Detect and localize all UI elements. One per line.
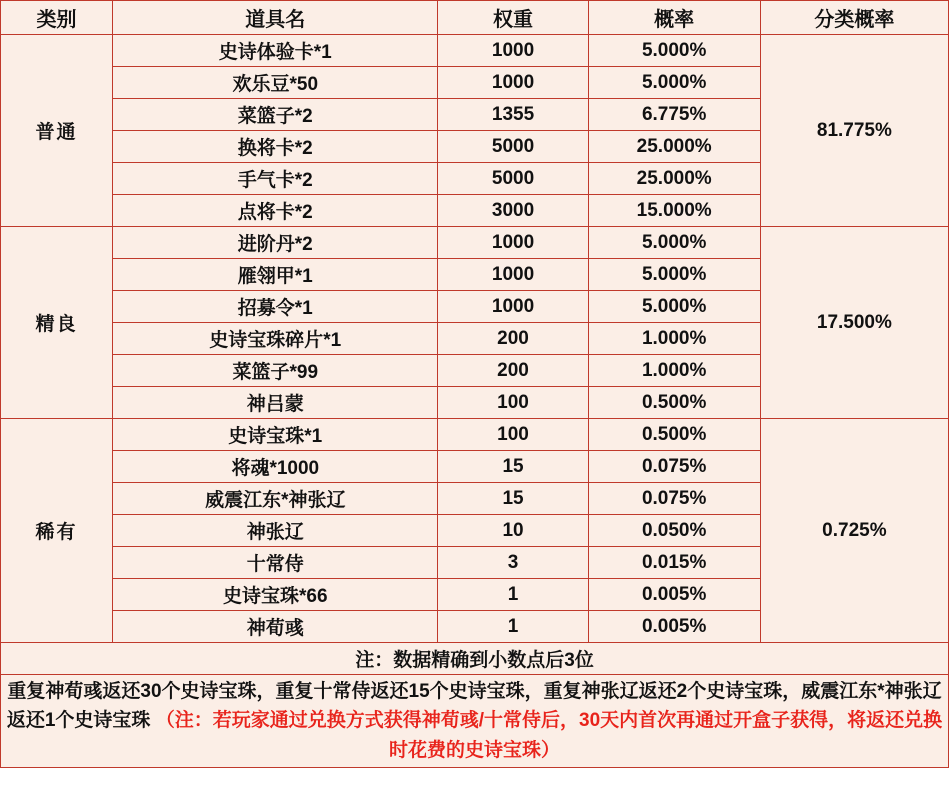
probability-cell: 5.000%: [588, 259, 760, 291]
probability-cell: 5.000%: [588, 227, 760, 259]
probability-cell: 0.500%: [588, 387, 760, 419]
probability-cell: 5.000%: [588, 291, 760, 323]
table-row: [1, 419, 949, 451]
header-item-name: 道具名: [113, 1, 438, 35]
weight-cell: 1000: [438, 35, 588, 67]
item-name-cell: 点将卡*2: [113, 195, 438, 227]
weight-cell: 100: [438, 419, 588, 451]
probability-cell: 6.775%: [588, 99, 760, 131]
weight-cell: 200: [438, 355, 588, 387]
item-name-cell: 十常侍: [113, 547, 438, 579]
category-cell-fine: 精良: [1, 227, 113, 419]
weight-cell: 3000: [438, 195, 588, 227]
category-cell-common: 普通: [1, 35, 113, 227]
item-name-cell: 威震江东*神张辽: [113, 483, 438, 515]
return-note-row: [1, 675, 949, 768]
weight-cell: 1000: [438, 291, 588, 323]
probability-cell: 0.005%: [588, 611, 760, 643]
item-name-cell: 招募令*1: [113, 291, 438, 323]
return-note: [1, 675, 949, 768]
weight-cell: 5000: [438, 163, 588, 195]
probability-cell: 5.000%: [588, 67, 760, 99]
weight-cell: 3: [438, 547, 588, 579]
item-name-cell: 史诗宝珠碎片*1: [113, 323, 438, 355]
probability-cell: 25.000%: [588, 131, 760, 163]
weight-cell: 1000: [438, 259, 588, 291]
header-category-probability: 分类概率: [760, 1, 948, 35]
weight-cell: 10: [438, 515, 588, 547]
item-name-cell: 换将卡*2: [113, 131, 438, 163]
weight-cell: 15: [438, 451, 588, 483]
header-weight: 权重: [438, 1, 588, 35]
probability-cell: 1.000%: [588, 323, 760, 355]
item-name-cell: 菜篮子*99: [113, 355, 438, 387]
probability-cell: 0.500%: [588, 419, 760, 451]
category-probability-cell-rare: 0.725%: [760, 419, 948, 643]
item-name-cell: 神荀彧: [113, 611, 438, 643]
item-name-cell: 手气卡*2: [113, 163, 438, 195]
category-probability-cell-common: 81.775%: [760, 35, 948, 227]
probability-cell: 0.050%: [588, 515, 760, 547]
weight-cell: 1355: [438, 99, 588, 131]
probability-cell: 0.005%: [588, 579, 760, 611]
header-category: 类别: [1, 1, 113, 35]
item-name-cell: 史诗宝珠*66: [113, 579, 438, 611]
item-name-cell: 史诗宝珠*1: [113, 419, 438, 451]
weight-cell: 5000: [438, 131, 588, 163]
precision-note: 注：数据精确到小数点后3位: [1, 643, 949, 675]
table-body: [1, 35, 949, 768]
probability-cell: 25.000%: [588, 163, 760, 195]
item-name-cell: 欢乐豆*50: [113, 67, 438, 99]
return-note-red: （注：若玩家通过兑换方式获得神荀彧/十常侍后，30天内首次再通过开盒子获得，将返还兑换时花费的史诗宝珠）: [155, 710, 943, 761]
probability-cell: 0.075%: [588, 483, 760, 515]
item-name-cell: 神张辽: [113, 515, 438, 547]
weight-cell: 1: [438, 611, 588, 643]
table-row: [1, 35, 949, 67]
item-name-cell: 进阶丹*2: [113, 227, 438, 259]
item-name-cell: 菜篮子*2: [113, 99, 438, 131]
table-row: [1, 227, 949, 259]
category-cell-rare: 稀有: [1, 419, 113, 643]
probability-cell: 0.015%: [588, 547, 760, 579]
category-probability-cell-fine: 17.500%: [760, 227, 948, 419]
probability-cell: 0.075%: [588, 451, 760, 483]
precision-note-row: [1, 643, 949, 675]
weight-cell: 200: [438, 323, 588, 355]
item-name-cell: 将魂*1000: [113, 451, 438, 483]
item-name-cell: 史诗体验卡*1: [113, 35, 438, 67]
item-name-cell: 雁翎甲*1: [113, 259, 438, 291]
header-probability: 概率: [588, 1, 760, 35]
weight-cell: 1000: [438, 227, 588, 259]
probability-cell: 15.000%: [588, 195, 760, 227]
weight-cell: 15: [438, 483, 588, 515]
return-note-black: 重复神荀彧返还30个史诗宝珠，重复十常侍返还15个史诗宝珠，重复神张辽返还2个史诗宝珠，威震江东*神张辽返还1个史诗宝珠: [6, 681, 942, 732]
probability-cell: 1.000%: [588, 355, 760, 387]
table-header: [1, 1, 949, 35]
item-name-cell: 神吕蒙: [113, 387, 438, 419]
weight-cell: 1: [438, 579, 588, 611]
probability-cell: 5.000%: [588, 35, 760, 67]
weight-cell: 100: [438, 387, 588, 419]
weight-cell: 1000: [438, 67, 588, 99]
table-header-row: [1, 1, 949, 35]
